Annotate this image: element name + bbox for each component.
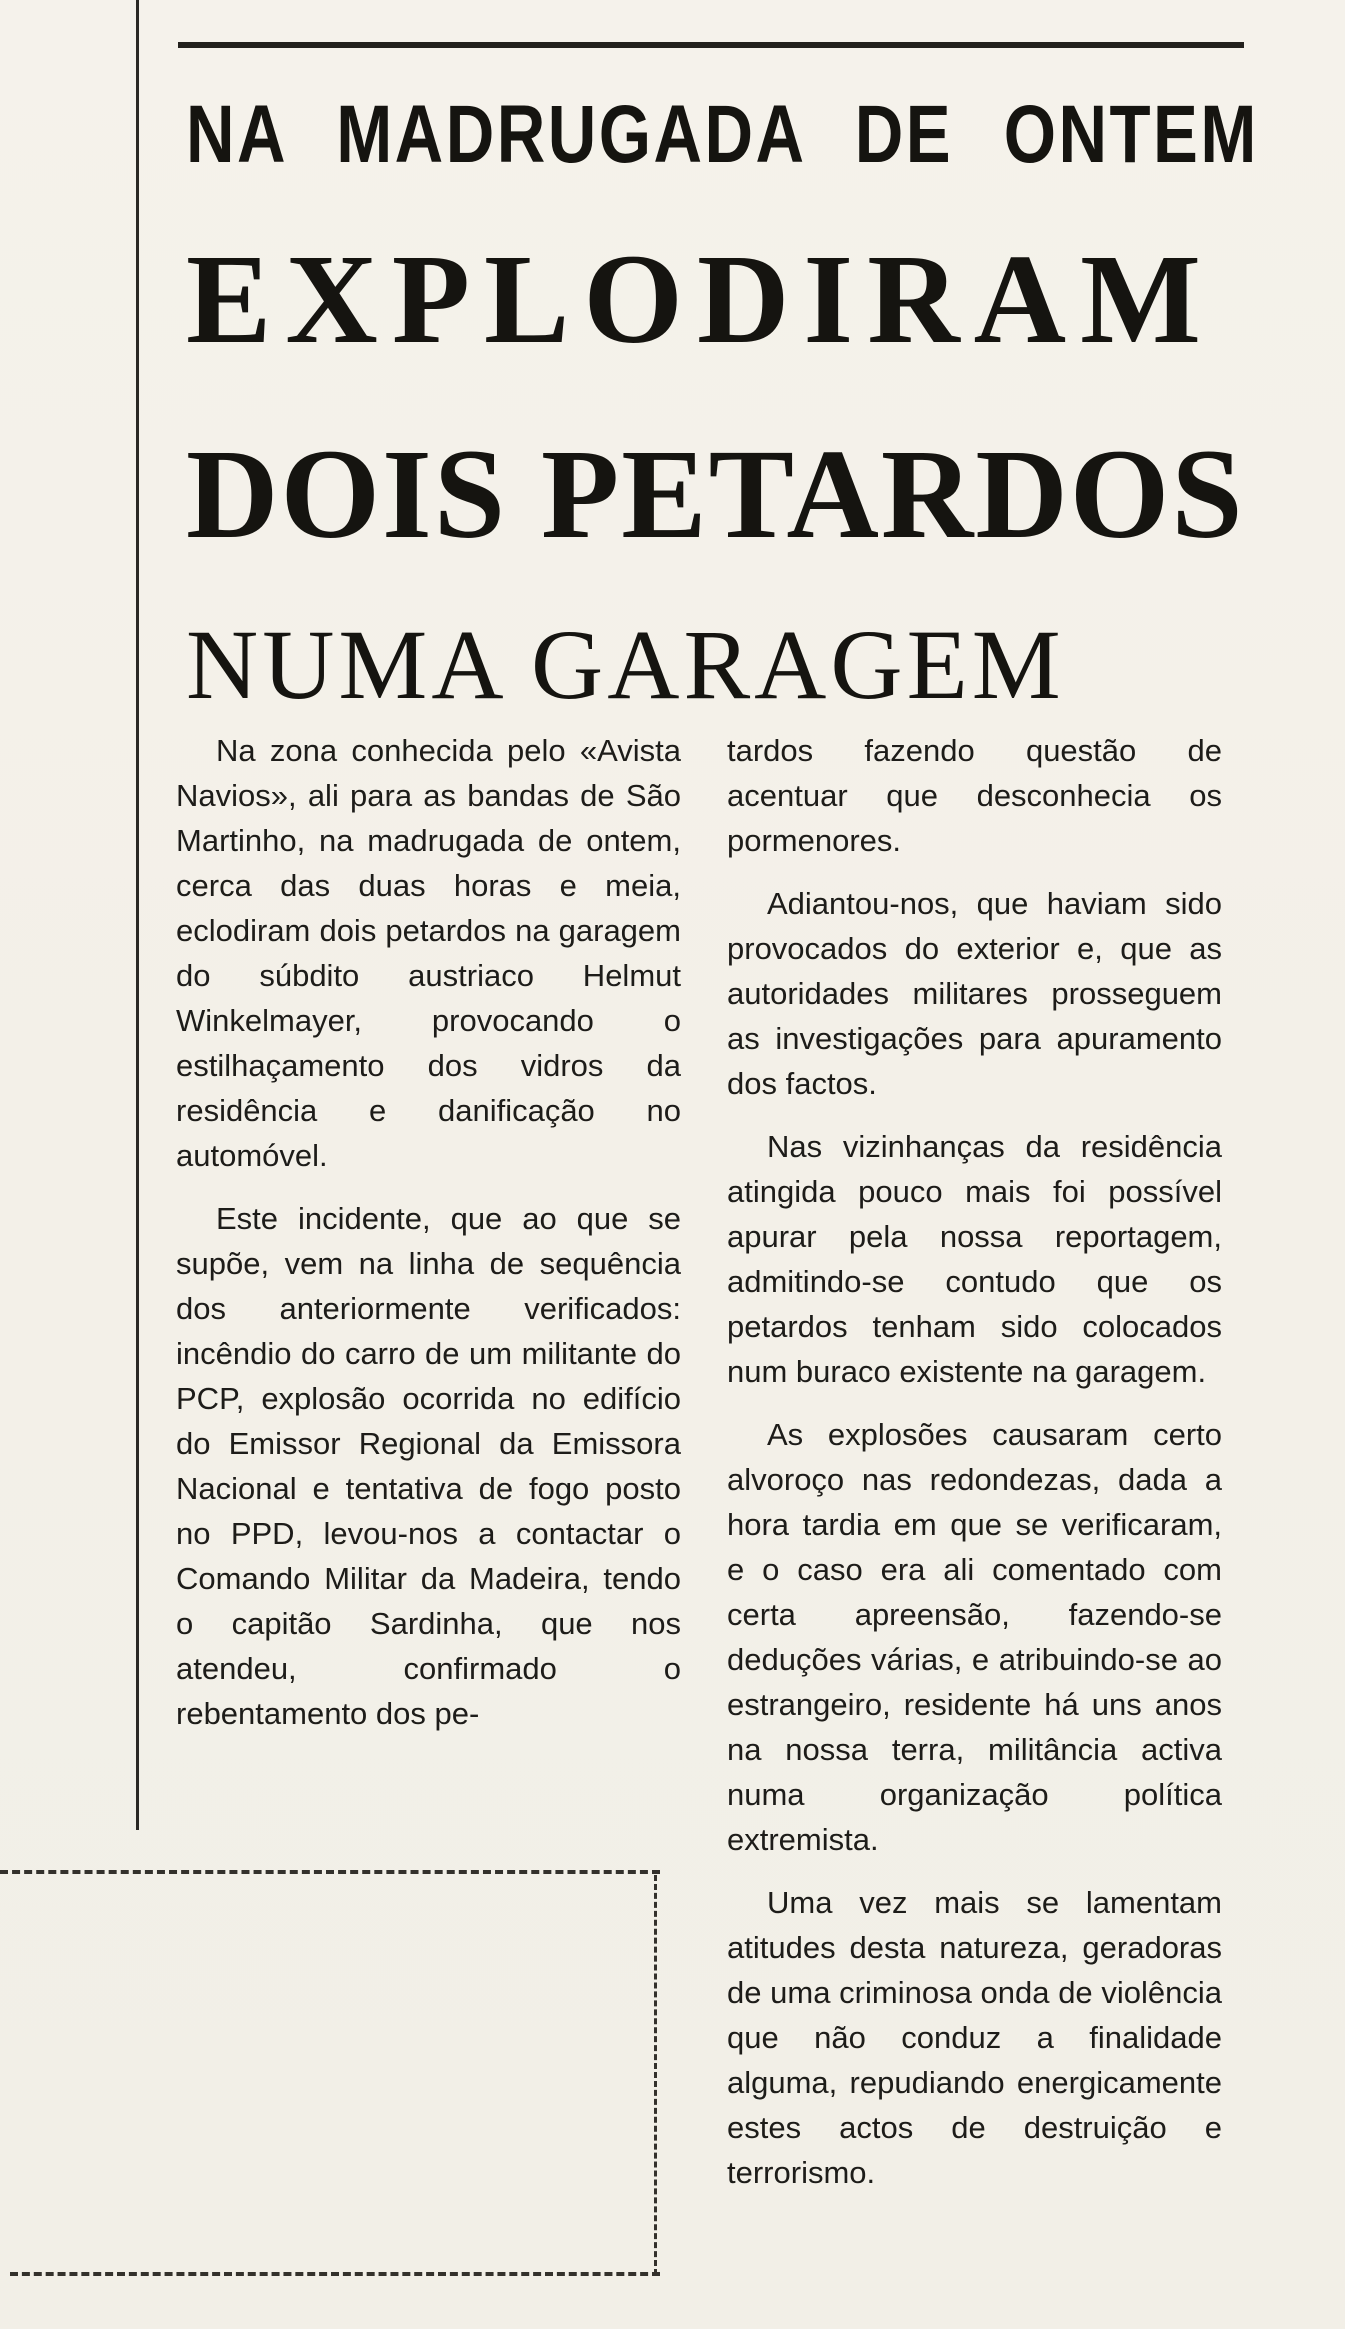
left-column-rule [136,0,139,1830]
article-paragraph: Na zona conhecida pelo «Avista Navios», ali para as bandas de São Martinho, na madrugada de ontem, cerca das duas horas e meia, eclodiram dois petardos na garagem do súbdito austriaco Helmut Winkelmayer, provocando o estilhaçamento dos vidros da residência e danificação no automóvel. [176,733,681,1173]
article-paragraph: Este incidente, que ao que se supõe, vem na linha de sequência dos anteriormente verificados: incêndio do carro de um militante do PCP, explosão ocorrida no edifício do Emissor Regional da Emissora Nacional e tentativa de fogo posto no PPD, levou-nos a contactar o Comando Militar da Madeira, tendo o capitão Sardinha, que nos atendeu, confirmado o rebentamento dos pe- [176,1201,681,1731]
kicker-headline: NA MADRUGADA DE ONTEM [186,89,1259,180]
main-headline-line-2: DOIS PETARDOS [186,423,1245,565]
cut-line-bottom [10,2272,660,2276]
cut-line-right [654,1875,657,2275]
top-rule [178,42,1244,48]
main-headline-line-1: EXPLODIRAM [186,228,1215,370]
article-paragraph: Adiantou-nos, que haviam sido provocados do exterior e, que as autoridades militares prosseguem as investigações para apuramento dos factos. [727,886,1222,1101]
article-paragraph: tardos fazendo questão de acentuar que desconhecia os pormenores. [727,733,1222,858]
cut-line-top [0,1870,660,1874]
article-paragraph: Nas vizinhanças da residência atingida pouco mais foi possível apurar pela nossa reportagem, admitindo-se contudo que os petardos tenham sido colocados num buraco existente na garagem. [727,1129,1222,1389]
article-column-right [727,728,1222,2213]
article-paragraph: Uma vez mais se lamentam atitudes desta natureza, geradoras de uma criminosa onda de violência que não conduz a finalidade alguma, repudiando energicamente estes actos de destruição e terrorismo. [727,1880,1222,2195]
article-paragraph: As explosões causaram certo alvoroço nas redondezas, dada a hora tardia em que se verificaram, e o caso era ali comentado com certa apreensão, fazendo-se deduções várias, e atribuindo-se ao estrangeiro, residente há uns anos na nossa terra, militância activa numa organização política extremista. [727,1417,1222,1857]
article-column-left [176,728,681,1754]
main-headline-line-3: NUMA GARAGEM [186,609,1065,720]
